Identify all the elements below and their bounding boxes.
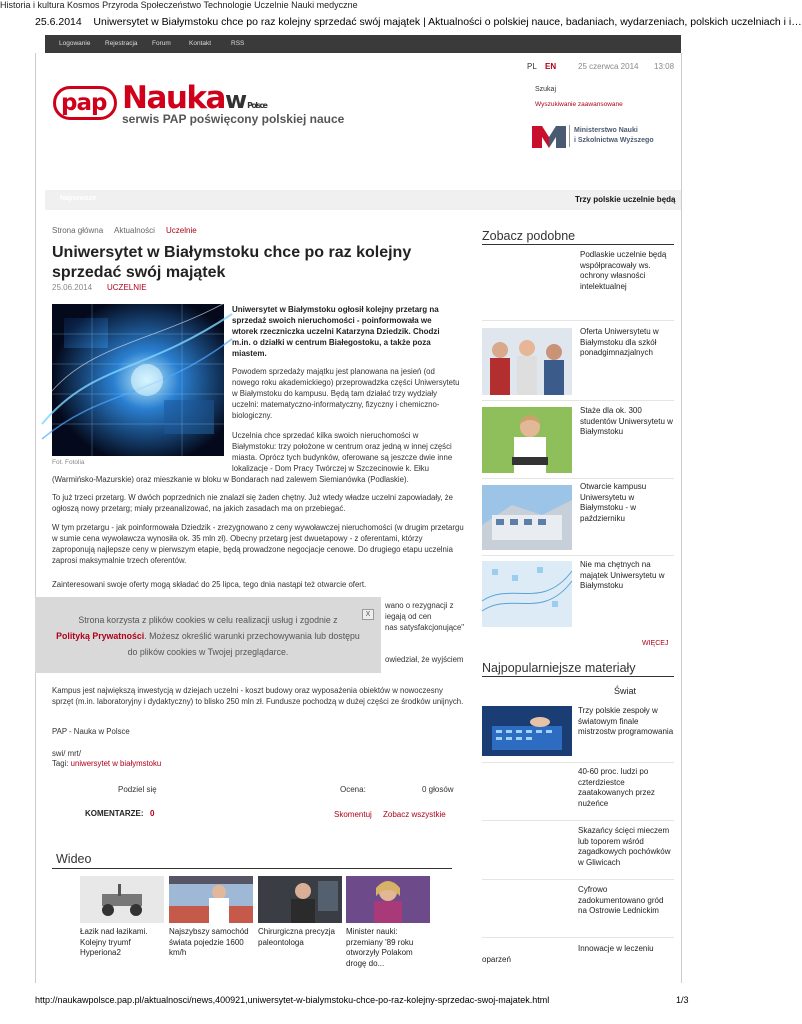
see-all-comments-link[interactable]: Zobacz wszystkie — [383, 810, 446, 819]
site-logo-title[interactable]: NaukawPolsce — [122, 80, 267, 116]
photo-caption: Fot. Fotolia — [52, 459, 85, 466]
popular-separator — [482, 762, 674, 763]
video-title-3[interactable]: Chirurgiczna precyzja paleontologa — [258, 927, 335, 947]
nav-society[interactable]: Społeczeństwo — [140, 0, 202, 10]
popular-item-5-cont: oparzeń — [482, 955, 511, 964]
ministry-name: Ministerstwo Nauki i Szkolnictwa Wyższego — [574, 127, 654, 144]
ticker-label: Najnowsze — [60, 195, 97, 202]
similar-separator — [482, 555, 674, 556]
lang-en[interactable]: EN — [545, 62, 557, 71]
comments-label: KOMENTARZE: — [85, 809, 144, 818]
popular-category-tab[interactable]: Świat — [614, 686, 637, 696]
video-thumb-3[interactable] — [258, 876, 342, 923]
video-heading: Wideo — [56, 852, 92, 866]
popular-separator — [482, 937, 674, 938]
tag-link[interactable]: uniwersytet w białymstoku — [70, 759, 162, 768]
article-category[interactable]: UCZELNIE — [107, 283, 147, 292]
ministry-logo[interactable] — [532, 125, 670, 149]
video-title-4[interactable]: Minister nauki: przemiany '89 roku otworzyły Polakom drogę do... — [346, 927, 414, 968]
register-link[interactable]: Rejestracja — [105, 40, 138, 47]
popular-separator — [482, 879, 674, 880]
header-date: 25 czerwca 2014 — [578, 62, 639, 71]
ticker-headline[interactable]: Trzy polskie uczelnie będą — [575, 195, 676, 204]
pap-logo[interactable]: pap — [53, 86, 117, 120]
tech-abstract-image — [52, 304, 224, 456]
popular-item-2[interactable]: 40-60 proc. ludzi po czterdziestce zaatakowanych przez nużeńce — [578, 767, 655, 808]
header-time: 13:08 — [654, 62, 675, 71]
contact-link[interactable]: Kontakt — [189, 40, 212, 47]
article-paragraph-7: Kampus jest największą inwestycją w dziejach uczelni - koszt budowy oraz wyposażenia obiektów w nowoczesny sprzęt (m.in. laboratoryjny i dydaktyczny) to blisko 250 mln zł. Fundusze pochodzą w dużej części ze środków unijnych. — [52, 686, 464, 706]
popular-item-5[interactable]: Innowacje w leczeniu — [578, 944, 654, 953]
article-signature: swi/ mrt/ — [52, 749, 82, 758]
similar-item-1[interactable]: Podlaskie uczelnie będą współpracowały ws. ochrony własności intelektualnej — [580, 250, 667, 291]
article-fragment-3: nas satysfakcjonujące" — [385, 623, 465, 632]
print-footer-page: 1/3 — [676, 995, 689, 1005]
breadcrumb-news[interactable]: Aktualności — [114, 226, 155, 235]
ministry-divider — [569, 125, 570, 147]
article-paragraph-5: Zainteresowani swoje oferty mogą składać do 25 lipca, tego dnia nastąpi też otwarcie ofert. — [52, 580, 367, 589]
site-subtitle: serwis PAP poświęcony polskiej nauce — [122, 112, 345, 126]
video-title-2[interactable]: Najszybszy samochód świata pojedzie 1600 km/h — [169, 927, 249, 957]
share-link[interactable]: Podziel się — [118, 785, 157, 794]
similar-separator — [482, 478, 674, 479]
popular-item-1[interactable]: Trzy polskie zespoły w światowym finale mistrzostw programowania — [578, 706, 674, 736]
nav-technology[interactable]: Technologie — [203, 0, 252, 10]
article-tags — [52, 758, 161, 769]
similar-thumb-5[interactable] — [482, 561, 572, 627]
nav-universities[interactable]: Uczelnie — [254, 0, 289, 10]
login-link[interactable]: Logowanie — [59, 40, 91, 47]
popular-item-4[interactable]: Cyfrowo zadokumentowano gród na Ostrowie Lednickim — [578, 885, 664, 915]
article-fragment-2: iegają od cen — [385, 612, 432, 621]
cookie-text: Strona korzysta z plików cookies w celu realizacji usług i zgodnie z Polityką Prywatności. Możesz określić warunki przechowywania lub dostępu do plików cookies w Twojej przeglądarce. — [56, 615, 360, 657]
page-border-left — [35, 53, 36, 983]
main-nav — [0, 0, 725, 10]
more-similar-link[interactable]: WIĘCEJ — [642, 640, 669, 647]
rss-link[interactable]: RSS — [231, 40, 245, 47]
article-paragraph-1: Powodem sprzedaży majątku jest planowana na jesień (od nowego roku akademickiego) przeprowadzka części Uniwersytetu w Białymstoku do kampusu. Będą tam działać trzy wydziały uczelni: matematyczno-informatyczny, fizyczny i chemiczno-biologiczny. — [232, 367, 460, 420]
ministry-emblem-icon — [532, 126, 566, 148]
nav-history[interactable]: Historia i kultura — [0, 0, 65, 10]
video-thumb-2[interactable] — [169, 876, 253, 923]
article-title: Uniwersytet w Białymstoku chce po raz kolejny sprzedać swój majątek — [52, 244, 412, 281]
search-label[interactable]: Szukaj — [535, 86, 557, 93]
nav-nature[interactable]: Przyroda — [102, 0, 139, 10]
popular-thumb-1[interactable] — [482, 706, 572, 756]
article-paragraph-2: Uczelnia chce sprzedać kilka swoich nieruchomości w Białymstoku: trzy położone w centrum oraz jedną w innej części miasta. Oprócz tych budynków, oferowane są jeszcze dwie inne lokalizacje - Dom Pracy Twórczej w Szczecinowie k. Ełku — [232, 431, 453, 473]
similar-item-2[interactable]: Oferta Uniwersytetu w Białymstoku dla szkół ponadgimnazjalnych — [580, 327, 659, 357]
article-paragraph-2-cont: (Warmińsko-Mazurskie) oraz mieszkanie w bloku w Bondarach nad zalewem Siemianówka (Podlaskie). — [52, 475, 409, 484]
similar-thumb-4[interactable] — [482, 485, 572, 550]
cookie-close-button[interactable]: X — [362, 609, 374, 620]
similar-item-3[interactable]: Staże dla ok. 300 studentów Uniwersytetu w Białymstoku — [580, 406, 673, 436]
article-paragraph-3: To już trzeci przetarg. W dwóch poprzednich nie znalazł się żaden chętny. Już wtedy władze uczelni zapowiadały, że ogłoszą nowy przetarg; miały przeanalizować, na jakich zasadach ma on przebiegać. — [52, 493, 454, 513]
video-thumb-4[interactable] — [346, 876, 430, 923]
comment-link[interactable]: Skomentuj — [334, 810, 372, 819]
nav-medicine[interactable]: Nauki medyczne — [291, 0, 358, 10]
advanced-search-link[interactable]: Wyszukiwanie zaawansowane — [535, 101, 623, 108]
popular-heading: Najpopularniejsze materiały — [482, 661, 636, 675]
popular-separator — [482, 820, 674, 821]
print-footer-url: http://naukawpolsce.pap.pl/aktualnosci/news,400921,uniwersytet-w-bialymstoku-chce-po-raz-kolejny-sprzedac-swoj-majatek.html — [35, 995, 550, 1005]
similar-item-4[interactable]: Otwarcie kampusu Uniwersytetu w Białymstoku - w październiku — [580, 482, 647, 523]
video-title-1[interactable]: Łazik nad łazikami. Kolejny tryumf Hyperiona2 — [80, 927, 148, 957]
breadcrumb-home[interactable]: Strona główna — [52, 226, 104, 235]
popular-heading-rule — [482, 676, 674, 677]
similar-thumb-3[interactable] — [482, 407, 572, 473]
page-border-right — [681, 53, 682, 983]
article-paragraph-4: W tym przetargu - jak poinformowała Dziedzik - zrezygnowano z ceny wywoławczej nieruchomości (w drugim przetargu w sumie cena wywoławcza wynosiła ok. 35 mln zł). Obecny przetarg jest dwuetapowy - z oferentami, którzy zaproponują najlepsze ceny w pierwszym etapie, będą prowadzone negocjacje cenowe. Do drugiego etapu uczelnia zaprosi maksymalnie trzech oferentów. — [52, 523, 464, 565]
comments-count: 0 — [150, 809, 155, 818]
similar-separator — [482, 400, 674, 401]
print-header: 25.6.2014 Uniwersytet w Białymstoku chce po raz kolejny sprzedać swój majątek | Aktualności o polskiej nauce, badaniach, wydarzeniach, polskich uczelniach i i… — [35, 16, 802, 28]
video-heading-rule — [52, 868, 452, 869]
top-bar — [45, 35, 681, 53]
article-date: 25.06.2014 — [52, 283, 93, 292]
popular-item-3[interactable]: Skazańcy ścięci mieczem lub toporem wśród zagadkowych pochówków w Gliwicach — [578, 826, 671, 867]
article-fragment-4: owiedział, że wyjściem — [385, 655, 464, 664]
lang-pl[interactable]: PL — [527, 62, 537, 71]
tags-label: Tagi: — [52, 759, 69, 768]
privacy-policy-link[interactable]: Polityką Prywatności — [56, 631, 145, 641]
similar-separator — [482, 320, 674, 321]
article-lead: Uniwersytet w Białymstoku ogłosił kolejny przetarg na sprzedaż swoich nieruchomości - poinformowała we wtorek rzeczniczka uczelni Katarzyna Dziedzik. Chodzi m.in. o działki w centrum Białegostoku, a także poza miastem. — [232, 305, 440, 358]
article-photo — [52, 304, 224, 456]
similar-thumb-2[interactable] — [482, 328, 572, 395]
votes-count: 0 głosów — [422, 785, 454, 794]
rating-label: Ocena: — [340, 785, 366, 794]
nav-space[interactable]: Kosmos — [67, 0, 100, 10]
similar-heading: Zobacz podobne — [482, 229, 576, 243]
article-source: PAP - Nauka w Polsce — [52, 727, 130, 736]
similar-heading-rule — [482, 244, 674, 245]
breadcrumb-current[interactable]: Uczelnie — [166, 226, 197, 235]
video-thumb-1[interactable] — [80, 876, 164, 923]
forum-link[interactable]: Forum — [152, 40, 171, 47]
article-fragment-1: wano o rezygnacji z — [385, 601, 454, 610]
similar-item-5[interactable]: Nie ma chętnych na majątek Uniwersytetu w Białymstoku — [580, 560, 665, 590]
